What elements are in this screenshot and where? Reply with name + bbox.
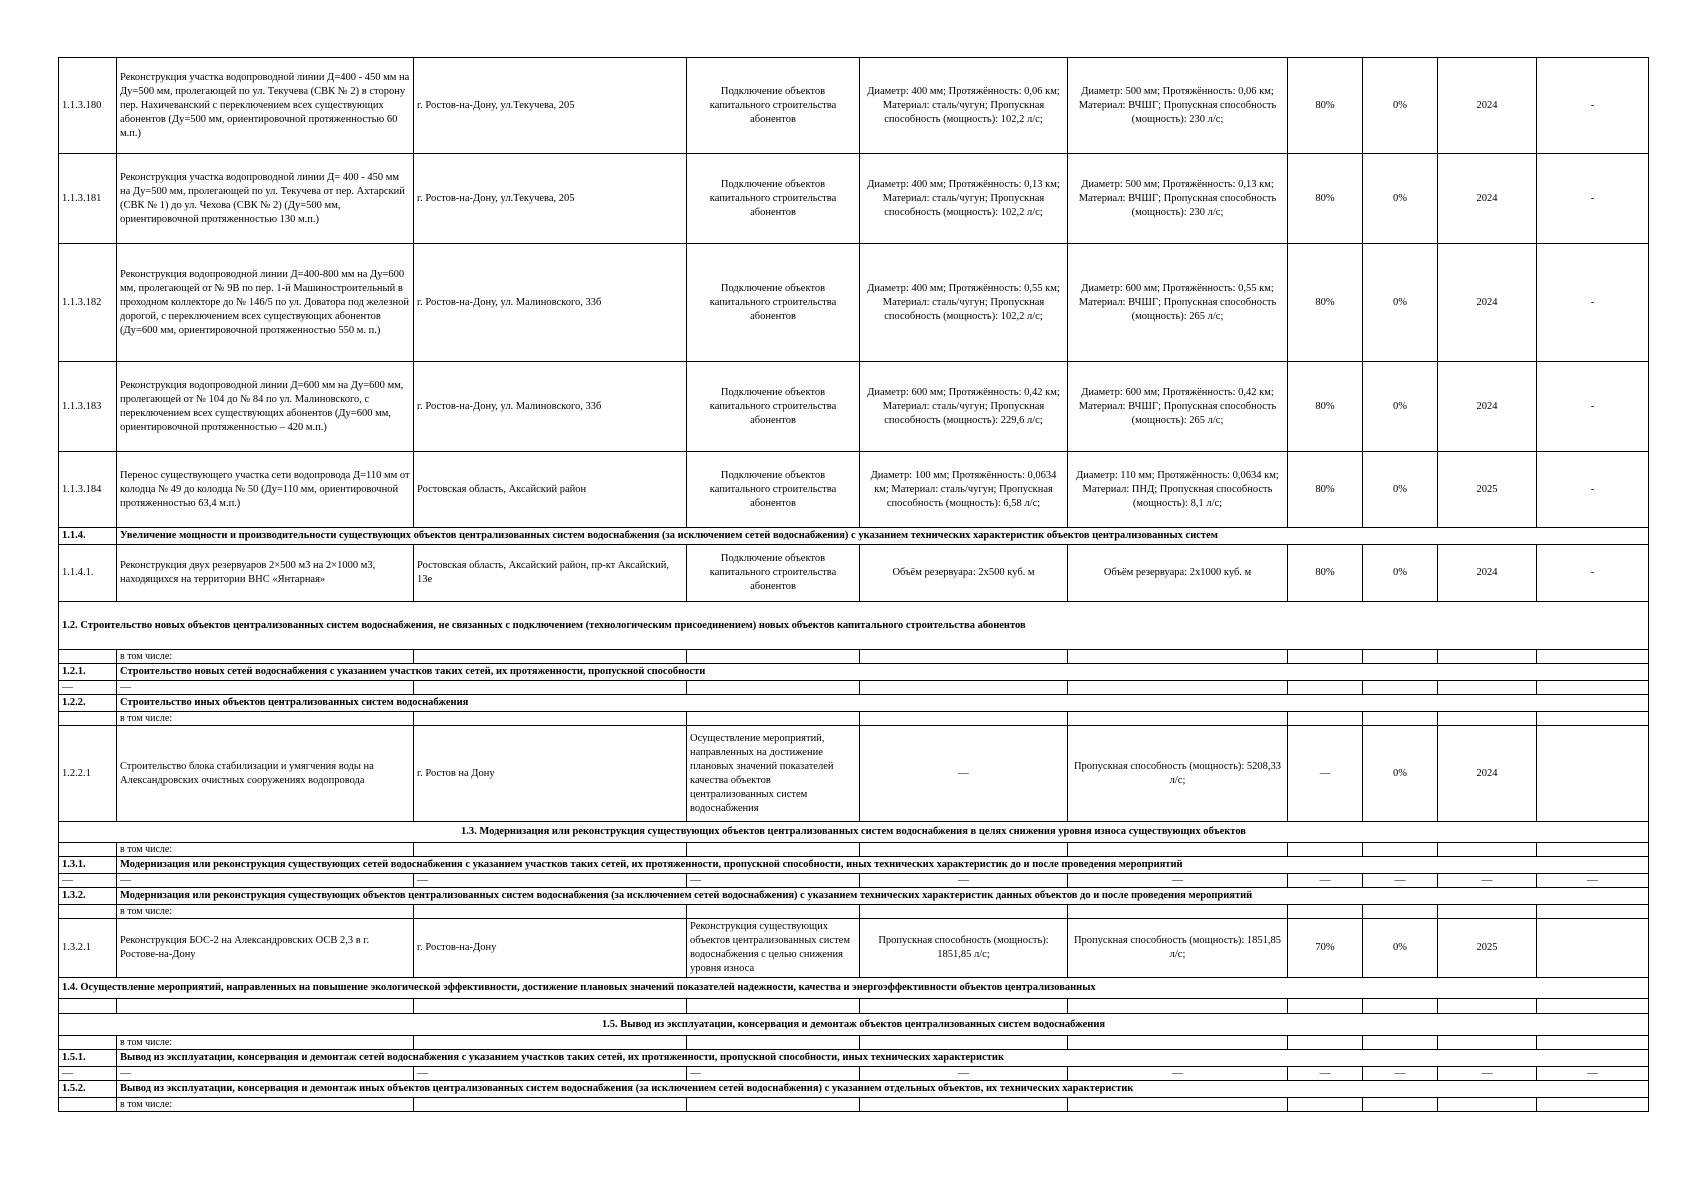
table-row [59, 726, 1649, 822]
measure-description: Реконструкция двух резервуаров 2×500 м3 на 2×1000 м3, находящихся на территории ВНС «Янтарная» [117, 545, 414, 602]
table-row [59, 919, 1649, 978]
note-row [59, 650, 1649, 664]
percent-value: 80% [1288, 154, 1363, 244]
note-row [59, 1098, 1649, 1112]
percent-value: 80% [1288, 244, 1363, 362]
object-address: г. Ростов-на-Дону, ул.Текучева, 205 [414, 154, 687, 244]
in-that-number-label: в том числе: [117, 905, 414, 919]
empty-row [59, 999, 1649, 1014]
section-heading: 1.4. Осуществление мероприятий, направленных на повышение экологической эффективности, достижение плановых значений показателей надежности, качества и энергоэффективности объектов централизованных [59, 978, 1649, 999]
measure-description: Реконструкция БОС-2 на Александровских ОСВ 2,3 в г. Ростове-на-Дону [117, 919, 414, 978]
measure-description: Реконструкция участка водопроводной линии Д=400 - 450 мм на Ду=500 мм, пролегающей по ул. Текучева (СВК № 2) в сторону пер. Нахичеванский с переключением всех существующих абонентов (Ду=500 мм, ориентировочной протяженностью 60 м.п.) [117, 58, 414, 154]
year-value: 2024 [1438, 58, 1537, 154]
percent-value: 0% [1363, 919, 1438, 978]
subsection-row [59, 888, 1649, 905]
characteristics-after: Диаметр: 500 мм; Протяжённость: 0,13 км; Материал: ВЧШГ; Пропускная способность (мощность): 230 л/с; [1068, 154, 1288, 244]
subsection-row [59, 1081, 1649, 1098]
characteristics-before: Диаметр: 600 мм; Протяжённость: 0,42 км; Материал: сталь/чугун; Пропускная способность (мощность): 229,6 л/с; [860, 362, 1068, 452]
percent-value: 0% [1363, 362, 1438, 452]
subsection-number: 1.3.1. [59, 857, 117, 874]
characteristics-before: Диаметр: 400 мм; Протяжённость: 0,55 км; Материал: сталь/чугун; Пропускная способность (мощность): 102,2 л/с; [860, 244, 1068, 362]
investment-program-table [58, 57, 1649, 1112]
characteristics-before: Пропускная способность (мощность): 1851,85 л/с; [860, 919, 1068, 978]
percent-value: 0% [1363, 545, 1438, 602]
row-number: 1.2.2.1 [59, 726, 117, 822]
measure-purpose: Подключение объектов капитального строительства абонентов [687, 545, 860, 602]
measure-description: Строительство блока стабилизации и умягчения воды на Александровских очистных сооружениях водопровода [117, 726, 414, 822]
year-value: 2024 [1438, 154, 1537, 244]
subsection-title: Строительство иных объектов централизованных систем водоснабжения [117, 695, 1649, 712]
subsection-number: 1.1.4. [59, 528, 117, 545]
subsection-row [59, 1050, 1649, 1067]
note-row [59, 905, 1649, 919]
characteristics-after: Объём резервуара: 2х1000 куб. м [1068, 545, 1288, 602]
characteristics-after: Диаметр: 110 мм; Протяжённость: 0,0634 км; Материал: ПНД; Пропускная способность (мощность): 8,1 л/с; [1068, 452, 1288, 528]
empty-row: — — — — — — — — — — [59, 874, 1649, 888]
section-row [59, 1014, 1649, 1036]
characteristics-after: Диаметр: 500 мм; Протяжённость: 0,06 км; Материал: ВЧШГ; Пропускная способность (мощность): 230 л/с; [1068, 58, 1288, 154]
characteristics-before: — [860, 726, 1068, 822]
measure-purpose: Подключение объектов капитального строительства абонентов [687, 362, 860, 452]
in-that-number-label: в том числе: [117, 712, 414, 726]
object-address: г. Ростов-на-Дону, ул. Малиновского, 33б [414, 244, 687, 362]
note-row [59, 712, 1649, 726]
percent-value: — [1288, 726, 1363, 822]
object-address: г. Ростов на Дону [414, 726, 687, 822]
characteristics-before: Объём резервуара: 2х500 куб. м [860, 545, 1068, 602]
percent-value: 0% [1363, 452, 1438, 528]
note-value: - [1537, 362, 1649, 452]
measure-purpose: Подключение объектов капитального строительства абонентов [687, 58, 860, 154]
subsection-row [59, 695, 1649, 712]
note-row [59, 843, 1649, 857]
subsection-number: 1.5.1. [59, 1050, 117, 1067]
section-heading: 1.2. Строительство новых объектов централизованных систем водоснабжения, не связанных с подключением (технологическим присоединением) новых объектов капитального строительства абонентов [59, 602, 1649, 650]
table-row [59, 58, 1649, 154]
subsection-row [59, 857, 1649, 874]
section-row [59, 822, 1649, 843]
subsection-title: Строительство новых сетей водоснабжения с указанием участков таких сетей, их протяженности, пропускной способности [117, 664, 1649, 681]
year-value: 2024 [1438, 362, 1537, 452]
table-row [59, 154, 1649, 244]
measure-purpose: Подключение объектов капитального строительства абонентов [687, 154, 860, 244]
percent-value: 0% [1363, 154, 1438, 244]
row-number: 1.1.3.183 [59, 362, 117, 452]
section-heading: 1.3. Модернизация или реконструкция существующих объектов централизованных систем водоснабжения в целях снижения уровня износа существующих объектов [59, 822, 1649, 843]
measure-purpose: Подключение объектов капитального строительства абонентов [687, 244, 860, 362]
section-row [59, 602, 1649, 650]
row-number: 1.1.3.181 [59, 154, 117, 244]
measure-description: Реконструкция водопроводной линии Д=400-800 мм на Ду=600 мм, пролегающей от № 9В по пер. 1-й Машиностроительный в проходном коллекторе до № 146/5 по ул. Доватора под железной дорогой, с переключением всех существующих абонентов (Ду=600 мм, ориентировочной протяженностью 550 м. п.) [117, 244, 414, 362]
in-that-number-label: в том числе: [117, 1098, 414, 1112]
year-value: 2024 [1438, 726, 1537, 822]
in-that-number-label: в том числе: [117, 1036, 414, 1050]
subsection-title: Вывод из эксплуатации, консервация и демонтаж сетей водоснабжения с указанием участков таких сетей, их протяженности, пропускной способности, иных технических характеристик [117, 1050, 1649, 1067]
characteristics-before: Диаметр: 400 мм; Протяжённость: 0,06 км; Материал: сталь/чугун; Пропускная способность (мощность): 102,2 л/с; [860, 58, 1068, 154]
table-row [59, 362, 1649, 452]
measure-purpose: Реконструкция существующих объектов централизованных систем водоснабжения с целью снижения уровня износа [687, 919, 860, 978]
object-address: г. Ростов-на-Дону [414, 919, 687, 978]
note-value: - [1537, 244, 1649, 362]
measure-description: Реконструкция участка водопроводной линии Д= 400 - 450 мм на Ду=500 мм, пролегающей по ул. Текучева от пер. Ахтарский (СВК № 1) до ул. Чехова (СВК № 2) (Ду=500 мм, ориентировочной протяженностью 130 м.п.) [117, 154, 414, 244]
subsection-number: 1.5.2. [59, 1081, 117, 1098]
row-number: 1.1.3.184 [59, 452, 117, 528]
year-value: 2025 [1438, 452, 1537, 528]
section-row [59, 978, 1649, 999]
row-number: 1.3.2.1 [59, 919, 117, 978]
subsection-title: Модернизация или реконструкция существующих сетей водоснабжения с указанием участков таких сетей, их протяженности, пропускной способности, иных технических характеристик до и после проведения мероприятий [117, 857, 1649, 874]
table-row [59, 545, 1649, 602]
measure-description: Реконструкция водопроводной линии Д=600 мм на Ду=600 мм, пролегающей от № 104 до № 84 по ул. Малиновского, с переключением всех существующих абонентов (Ду=600 мм, ориентировочной протяженностью – 420 м.п.) [117, 362, 414, 452]
object-address: г. Ростов-на-Дону, ул.Текучева, 205 [414, 58, 687, 154]
row-number: 1.1.3.180 [59, 58, 117, 154]
year-value: 2024 [1438, 244, 1537, 362]
object-address: г. Ростов-на-Дону, ул. Малиновского, 33б [414, 362, 687, 452]
table-row [59, 244, 1649, 362]
characteristics-after: Диаметр: 600 мм; Протяжённость: 0,42 км; Материал: ВЧШГ; Пропускная способность (мощность): 265 л/с; [1068, 362, 1288, 452]
characteristics-after: Диаметр: 600 мм; Протяжённость: 0,55 км; Материал: ВЧШГ; Пропускная способность (мощность): 265 л/с; [1068, 244, 1288, 362]
year-value: 2024 [1438, 545, 1537, 602]
object-address: Ростовская область, Аксайский район [414, 452, 687, 528]
percent-value: 0% [1363, 726, 1438, 822]
subsection-row [59, 528, 1649, 545]
section-heading: 1.5. Вывод из эксплуатации, консервация и демонтаж объектов централизованных систем водоснабжения [59, 1014, 1649, 1036]
subsection-title: Вывод из эксплуатации, консервация и демонтаж иных объектов централизованных систем водоснабжения (за исключением сетей водоснабжения) с указанием отдельных объектов, их технических характеристик [117, 1081, 1649, 1098]
percent-value: 0% [1363, 244, 1438, 362]
measure-purpose: Осуществление мероприятий, направленных на достижение плановых значений показателей качества объектов централизованных систем водоснабжения [687, 726, 860, 822]
percent-value: 80% [1288, 362, 1363, 452]
object-address: Ростовская область, Аксайский район, пр-кт Аксайский, 13е [414, 545, 687, 602]
percent-value: 80% [1288, 452, 1363, 528]
note-value: - [1537, 545, 1649, 602]
measure-purpose: Подключение объектов капитального строительства абонентов [687, 452, 860, 528]
table-row [59, 452, 1649, 528]
subsection-number: 1.2.1. [59, 664, 117, 681]
characteristics-before: Диаметр: 100 мм; Протяжённость: 0,0634 км; Материал: сталь/чугун; Пропускная способность (мощность): 6,58 л/с; [860, 452, 1068, 528]
characteristics-after: Пропускная способность (мощность): 1851,85 л/с; [1068, 919, 1288, 978]
subsection-title: Модернизация или реконструкция существующих объектов централизованных систем водоснабжения (за исключением сетей водоснабжения) с указанием технических характеристик данных объектов до и после проведения мероприятий [117, 888, 1649, 905]
note-value: - [1537, 452, 1649, 528]
measure-description: Перенос существующего участка сети водопровода Д=110 мм от колодца № 49 до колодца № 50 (Ду=110 мм, ориентировочной протяженностью 63,4 м.п.) [117, 452, 414, 528]
empty-row: — — [59, 681, 1649, 695]
subsection-row [59, 664, 1649, 681]
empty-row: — — — — — — — — — — [59, 1067, 1649, 1081]
percent-value: 80% [1288, 58, 1363, 154]
note-row [59, 1036, 1649, 1050]
subsection-title: Увеличение мощности и производительности существующих объектов централизованных систем водоснабжения (за исключением сетей водоснабжения) с указанием технических характеристик объектов централизованных систем [117, 528, 1649, 545]
percent-value: 80% [1288, 545, 1363, 602]
characteristics-after: Пропускная способность (мощность): 5208,33 л/с; [1068, 726, 1288, 822]
note-value: - [1537, 154, 1649, 244]
in-that-number-label: в том числе: [117, 843, 414, 857]
subsection-number: 1.3.2. [59, 888, 117, 905]
year-value: 2025 [1438, 919, 1537, 978]
characteristics-before: Диаметр: 400 мм; Протяжённость: 0,13 км; Материал: сталь/чугун; Пропускная способность (мощность): 102,2 л/с; [860, 154, 1068, 244]
row-number: 1.1.3.182 [59, 244, 117, 362]
note-value: - [1537, 58, 1649, 154]
in-that-number-label: в том числе: [117, 650, 414, 664]
percent-value: 0% [1363, 58, 1438, 154]
subsection-number: 1.2.2. [59, 695, 117, 712]
percent-value: 70% [1288, 919, 1363, 978]
row-number: 1.1.4.1. [59, 545, 117, 602]
